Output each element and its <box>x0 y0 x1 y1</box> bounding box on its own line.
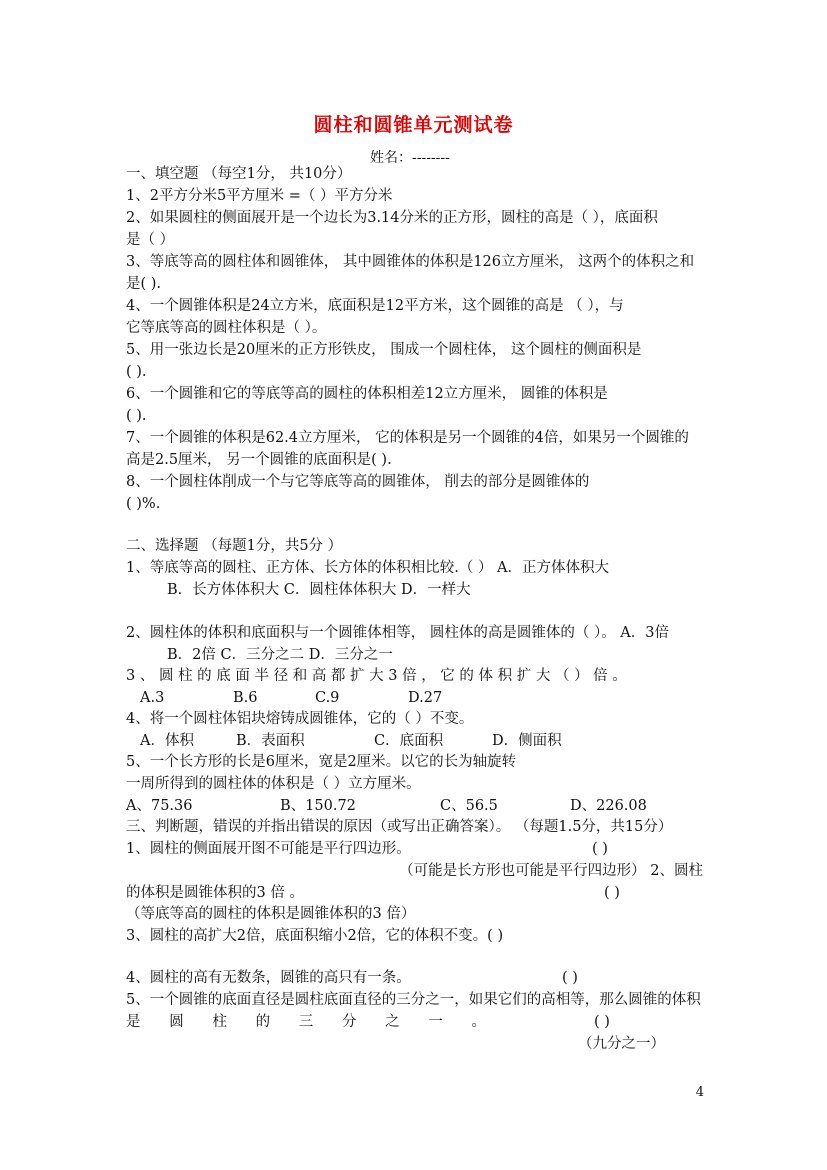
q5-word: 分 <box>341 1014 357 1030</box>
question-2-5-option-a: A、75.36 <box>126 798 193 814</box>
question-3-5: 5、一个圆锥的底面直径是圆柱底面直径的三分之一，如果它们的高相等，那么圆锥的体积 <box>126 992 701 1008</box>
question-2-5-option-b: B、150.72 <box>280 798 356 814</box>
question-1-5: 5、用一张边长是20厘米的正方形铁皮， 围成一个圆柱体， 这个圆柱的侧面积是 <box>126 342 642 358</box>
question-3-3: 3、圆柱的高扩大2倍，底面积缩小2倍，它的体积不变。( ) <box>126 928 504 944</box>
question-1-7: 7、一个圆锥的体积是62.4立方厘米， 它的体积是另一个圆锥的4倍，如果另一个圆锥的 <box>126 430 689 446</box>
question-1-2-cont: 是（ ） <box>126 232 175 248</box>
question-2-1: 1、等底等高的圆柱、正方体、长方体的体积相比较.（ ） A．正方体体积大 <box>126 560 610 576</box>
q5-word: 三 <box>298 1014 314 1030</box>
question-2-2: 2、圆柱体的体积和底面积与一个圆锥体相等， 圆柱体的高是圆锥体的（ ）。 A．3倍 <box>126 625 669 641</box>
question-2-5-option-c: C、56.5 <box>440 798 498 814</box>
question-2-3-option-d: D.27 <box>408 690 443 706</box>
question-3-4: 4、圆柱的高有无数条，圆锥的高只有一条。 <box>126 970 411 986</box>
question-2-4-option-c: C．底面积 <box>374 733 444 749</box>
page-number: 4 <box>695 1085 704 1100</box>
question-3-2-note: （等底等高的圆柱的体积是圆锥体积的3 倍） <box>126 906 416 922</box>
question-2-5-option-d: D、226.08 <box>570 798 647 814</box>
question-1-8-cont: ( )%. <box>126 496 161 512</box>
question-3-1: 1、圆柱的侧面展开图不可能是平行四边形。 <box>126 841 411 857</box>
q5-word: 圆 <box>169 1014 184 1030</box>
q5-word: 的 <box>255 1014 271 1030</box>
q5-word: 柱 <box>212 1014 227 1030</box>
question-2-3-option-b: B.6 <box>233 690 258 706</box>
question-2-5: 5、一个长方形的长是6厘米，宽是2厘米。以它的长为轴旋转 <box>126 754 517 770</box>
question-1-4: 4、一个圆锥体积是24立方米，底面积是12平方米，这个圆锥的高是 （ ），与 <box>126 298 624 314</box>
question-1-4-cont: 它等底等高的圆柱体积是（ ）。 <box>126 320 327 336</box>
page-title: 圆柱和圆锥单元测试卷 <box>313 114 514 136</box>
question-1-7-cont: 高是2.5厘米， 另一个圆锥的底面积是( ). <box>126 452 392 468</box>
question-2-4-option-b: B．表面积 <box>236 733 305 749</box>
question-2-4-option-a: A．体积 <box>140 733 194 749</box>
question-1-8: 8、一个圆柱体削成一个与它等底等高的圆锥体， 削去的部分是圆锥体的 <box>126 474 590 490</box>
question-1-6: 6、一个圆锥和它的等底等高的圆柱的体积相差12立方厘米， 圆锥的体积是 <box>126 386 608 402</box>
question-2-4: 4、将一个圆柱体铝块熔铸成圆锥体，它的（ ）不变。 <box>126 711 474 727</box>
question-3-5-blank: ( ) <box>594 1014 610 1030</box>
question-1-6-cont: ( ). <box>126 408 147 424</box>
question-3-5-note: （九分之一） <box>578 1036 665 1052</box>
q5-word: 之 <box>385 1014 400 1030</box>
question-3-1-blank: ( ) <box>592 841 608 857</box>
question-2-3: 3 、 圆 柱 的 底 面 半 径 和 高 都 扩 大 3 倍 ， 它 的 体 积 扩 大 （ ） 倍 。 <box>126 668 627 684</box>
section-judge-heading: 三、判断题，错误的并指出错误的原因（或写出正确答案）。 （每题1.5分，共15分） <box>126 819 673 835</box>
question-2-3-option-a: A.3 <box>140 690 165 706</box>
q5-word: 是 <box>126 1014 141 1030</box>
q5-word: 。 <box>471 1014 486 1030</box>
question-1-5-cont: ( ). <box>126 364 147 380</box>
question-2-3-option-c: C.9 <box>315 690 340 706</box>
question-2-2-options: B．2倍 C．三分之二 D．三分之一 <box>167 647 393 663</box>
question-1-1: 1、2平方分米5平方厘米 =（ ）平方分米 <box>126 188 393 204</box>
question-3-2-blank: ( ) <box>604 885 620 901</box>
name-field-label: 姓名：-------- <box>370 150 450 166</box>
question-3-5-cont <box>126 1011 486 1033</box>
question-3-1-note: （可能是长方形也可能是平行四边形） 2、圆柱 <box>399 863 703 879</box>
question-2-5-cont: 一周所得到的圆柱体的体积是（ ）立方厘米。 <box>126 776 421 792</box>
question-2-1-options: B．长方体体积大 C．圆柱体体积大 D．一样大 <box>167 582 471 598</box>
question-3-4-blank: ( ) <box>562 970 578 986</box>
section-fill-blank-heading: 一、填空题 （每空1分， 共10分） <box>126 166 352 182</box>
question-1-3: 3、等底等高的圆柱体和圆锥体， 其中圆锥体的体积是126立方厘米， 这两个的体积之和 <box>126 254 695 270</box>
question-1-2: 2、如果圆柱的侧面展开是一个边长为3.14分米的正方形，圆柱的高是（ ），底面积 <box>126 210 658 226</box>
question-3-2: 的体积是圆锥体积的3 倍 。 <box>126 885 304 901</box>
question-2-4-option-d: D．侧面积 <box>492 733 562 749</box>
q5-word: 一 <box>428 1014 443 1030</box>
section-choice-heading: 二、选择题 （每题1分，共5分 ） <box>126 538 343 554</box>
question-1-3-cont: 是( ). <box>126 276 162 292</box>
